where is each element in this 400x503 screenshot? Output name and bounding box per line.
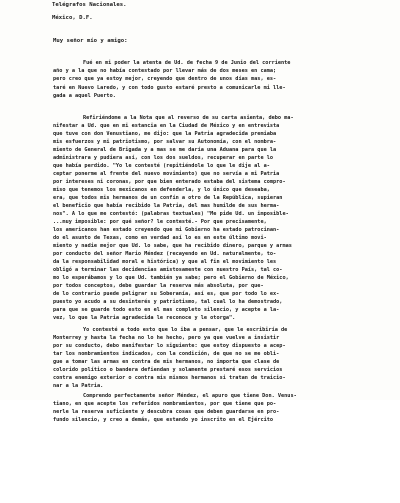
- paragraph-2-line: obligó a terminar las decidencias amistosamente con nuestro País, tal co-: [53, 267, 283, 273]
- paragraph-2-line: mis esfuerzos y mi patriotismo, por salvar su Autonomía, con el nombra-: [53, 139, 277, 145]
- paragraph-2-line: ceptar ponerme al frente del nuevo movimiento) que no servía a mi Patria: [53, 171, 280, 177]
- paragraph-1-line: pero creo que ya estoy mejor, creyendo que dentro de unos días mas, es-: [53, 76, 277, 82]
- paragraph-2-line: nifestar a Ud. que en mi estancia en la Ciudad de México y en entrevista: [53, 123, 280, 129]
- salutation: Muy señor mío y amigo:: [53, 38, 128, 44]
- paragraph-2-line: do el asunto de Texas, como en verdad así lo es en este último movi-: [53, 235, 267, 241]
- paragraph-2-line: para que se guarde todo esto en el mas completo silencio, y acepte a la-: [53, 307, 280, 313]
- paragraph-4-line: nerle la reserva suficiente y descubra cosas que deben guardarse en pro-: [53, 409, 280, 415]
- paragraph-2-line: era, que todos mis hermanos de un confín a otro de la República, supieran: [53, 195, 283, 201]
- paragraph-2-line: mo lo esperábamos y lo que Ud. también ya sabe; pero el Gobierno de México,: [53, 275, 289, 281]
- paragraph-3-line: nar a la Patria.: [53, 383, 104, 389]
- paragraph-1-line: gada a aquel Puerto.: [53, 93, 116, 99]
- paragraph-2-line: por conducto del señor Mario Méndez (recayendo en Ud. naturalmente, to-: [53, 251, 277, 257]
- paragraph-3-line: por su conducto, debo manifestar lo siguiente: que estoy dispuesto a acep-: [53, 343, 286, 349]
- paragraph-3-line: colorido político o bandera defiendan y solamente prestaré esos servicios: [53, 367, 283, 373]
- addressee-line-2: México, D.F.: [52, 15, 93, 21]
- paragraph-4-line: tiano, en que acepte los referidos nombramientos, por que tiene que po-: [53, 401, 277, 407]
- paragraph-2-line: da la responsabilidad moral e histórica) y que al fin el movimiento les: [53, 259, 277, 265]
- paragraph-4-line: Comprendo perfectamente señor Méndez, el apuro que tiene Don. Venus-: [83, 393, 297, 399]
- paragraph-3-line: Yo contesté a todo esto que lo iba a pensar, que le escribiría de: [83, 327, 288, 333]
- paragraph-2-line: administrara y pudiera así, con los dos sueldos, recuperar en parte lo: [53, 155, 274, 161]
- paragraph-2-line: por todos conceptos, debe guardar la reserva más absoluta, por que-: [53, 283, 264, 289]
- paragraph-2-line: los americanos han estado creyendo que mi Gobierno ha estado patrocinan-: [53, 227, 280, 233]
- paragraph-1-line: año y a la que no había contestado por llevar más de dos meses en cama;: [53, 68, 277, 74]
- paragraph-4-line: fundo silencio, y creo a demás, que estando yo inscrito en el Ejército: [53, 417, 274, 423]
- paragraph-2-line: nos". A lo que me contestó: (palabras textuales) "Me pide Ud. un imposible-: [53, 211, 289, 217]
- paragraph-2-line: de lo contrario puede peligrar su Soberanía, así es, que por todo lo ex-: [53, 291, 280, 297]
- paragraph-3-line: tar los nombramientos indicados, con la condición, de que no se me obli-: [53, 351, 280, 357]
- paragraph-2-line: vez, lo que la Patria agradecida le reconoce y le otorga".: [53, 315, 236, 321]
- paragraph-2-line: ...muy imposible: por qué señor? le contesté.- Por que precisamente,: [53, 219, 267, 225]
- paragraph-2-line: puesto yo acudo a su desinterés y patriotismo, tal cual lo ha demostrado,: [53, 299, 283, 305]
- paragraph-2-line: que tuve con don Venustiano, me dijo: que la Patria agradecida premiaba: [53, 131, 277, 137]
- paragraph-3-line: contra enemigo exterior o contra mis mismos hermanos si tratan de traicio-: [53, 375, 286, 381]
- paragraph-2-line: por intereses ni coronas, por que bien enterado estaba del sistema compro-: [53, 179, 286, 185]
- paragraph-2-line: miso que tenemos los mexicanos en defenderla, y lo único que deseaba,: [53, 187, 270, 193]
- paragraph-3-line: Monterrey y hasta la fecha no lo he hecho, pero ya que vuelve a insistir: [53, 335, 280, 341]
- paragraph-1-line: taré en Nuevo Laredo, y con todo gusto estaré presto a comunicarle mi lle-: [53, 85, 286, 91]
- paragraph-3-line: gue a tomar las armas en contra de mis hermanos, no importa que clase de: [53, 359, 280, 365]
- paragraph-2-line: miento y nadie mejor que Ud. lo sabe, que ha recibido dinero, parque y armas: [53, 243, 292, 249]
- paragraph-2-line: el beneficio que había recibido la Patria, del mas humilde de sus herma-: [53, 203, 280, 209]
- paragraph-2-line: Refiriéndome a la Nota que al reverso de su carta asienta, debo ma-: [83, 115, 294, 121]
- paragraph-2-line: que había perdido. "Yo le contesté (repitiéndole lo que le dije al a-: [53, 163, 270, 169]
- paragraph-1-line: Fué en mi poder la atenta de Ud. de fecha 9 de Junio del corriente: [83, 60, 291, 66]
- paragraph-2-line: miento de General de Brigada y a mas se me daría una Aduana para que la: [53, 147, 277, 153]
- addressee-line-1: Telégrafos Nacionales.: [52, 2, 127, 8]
